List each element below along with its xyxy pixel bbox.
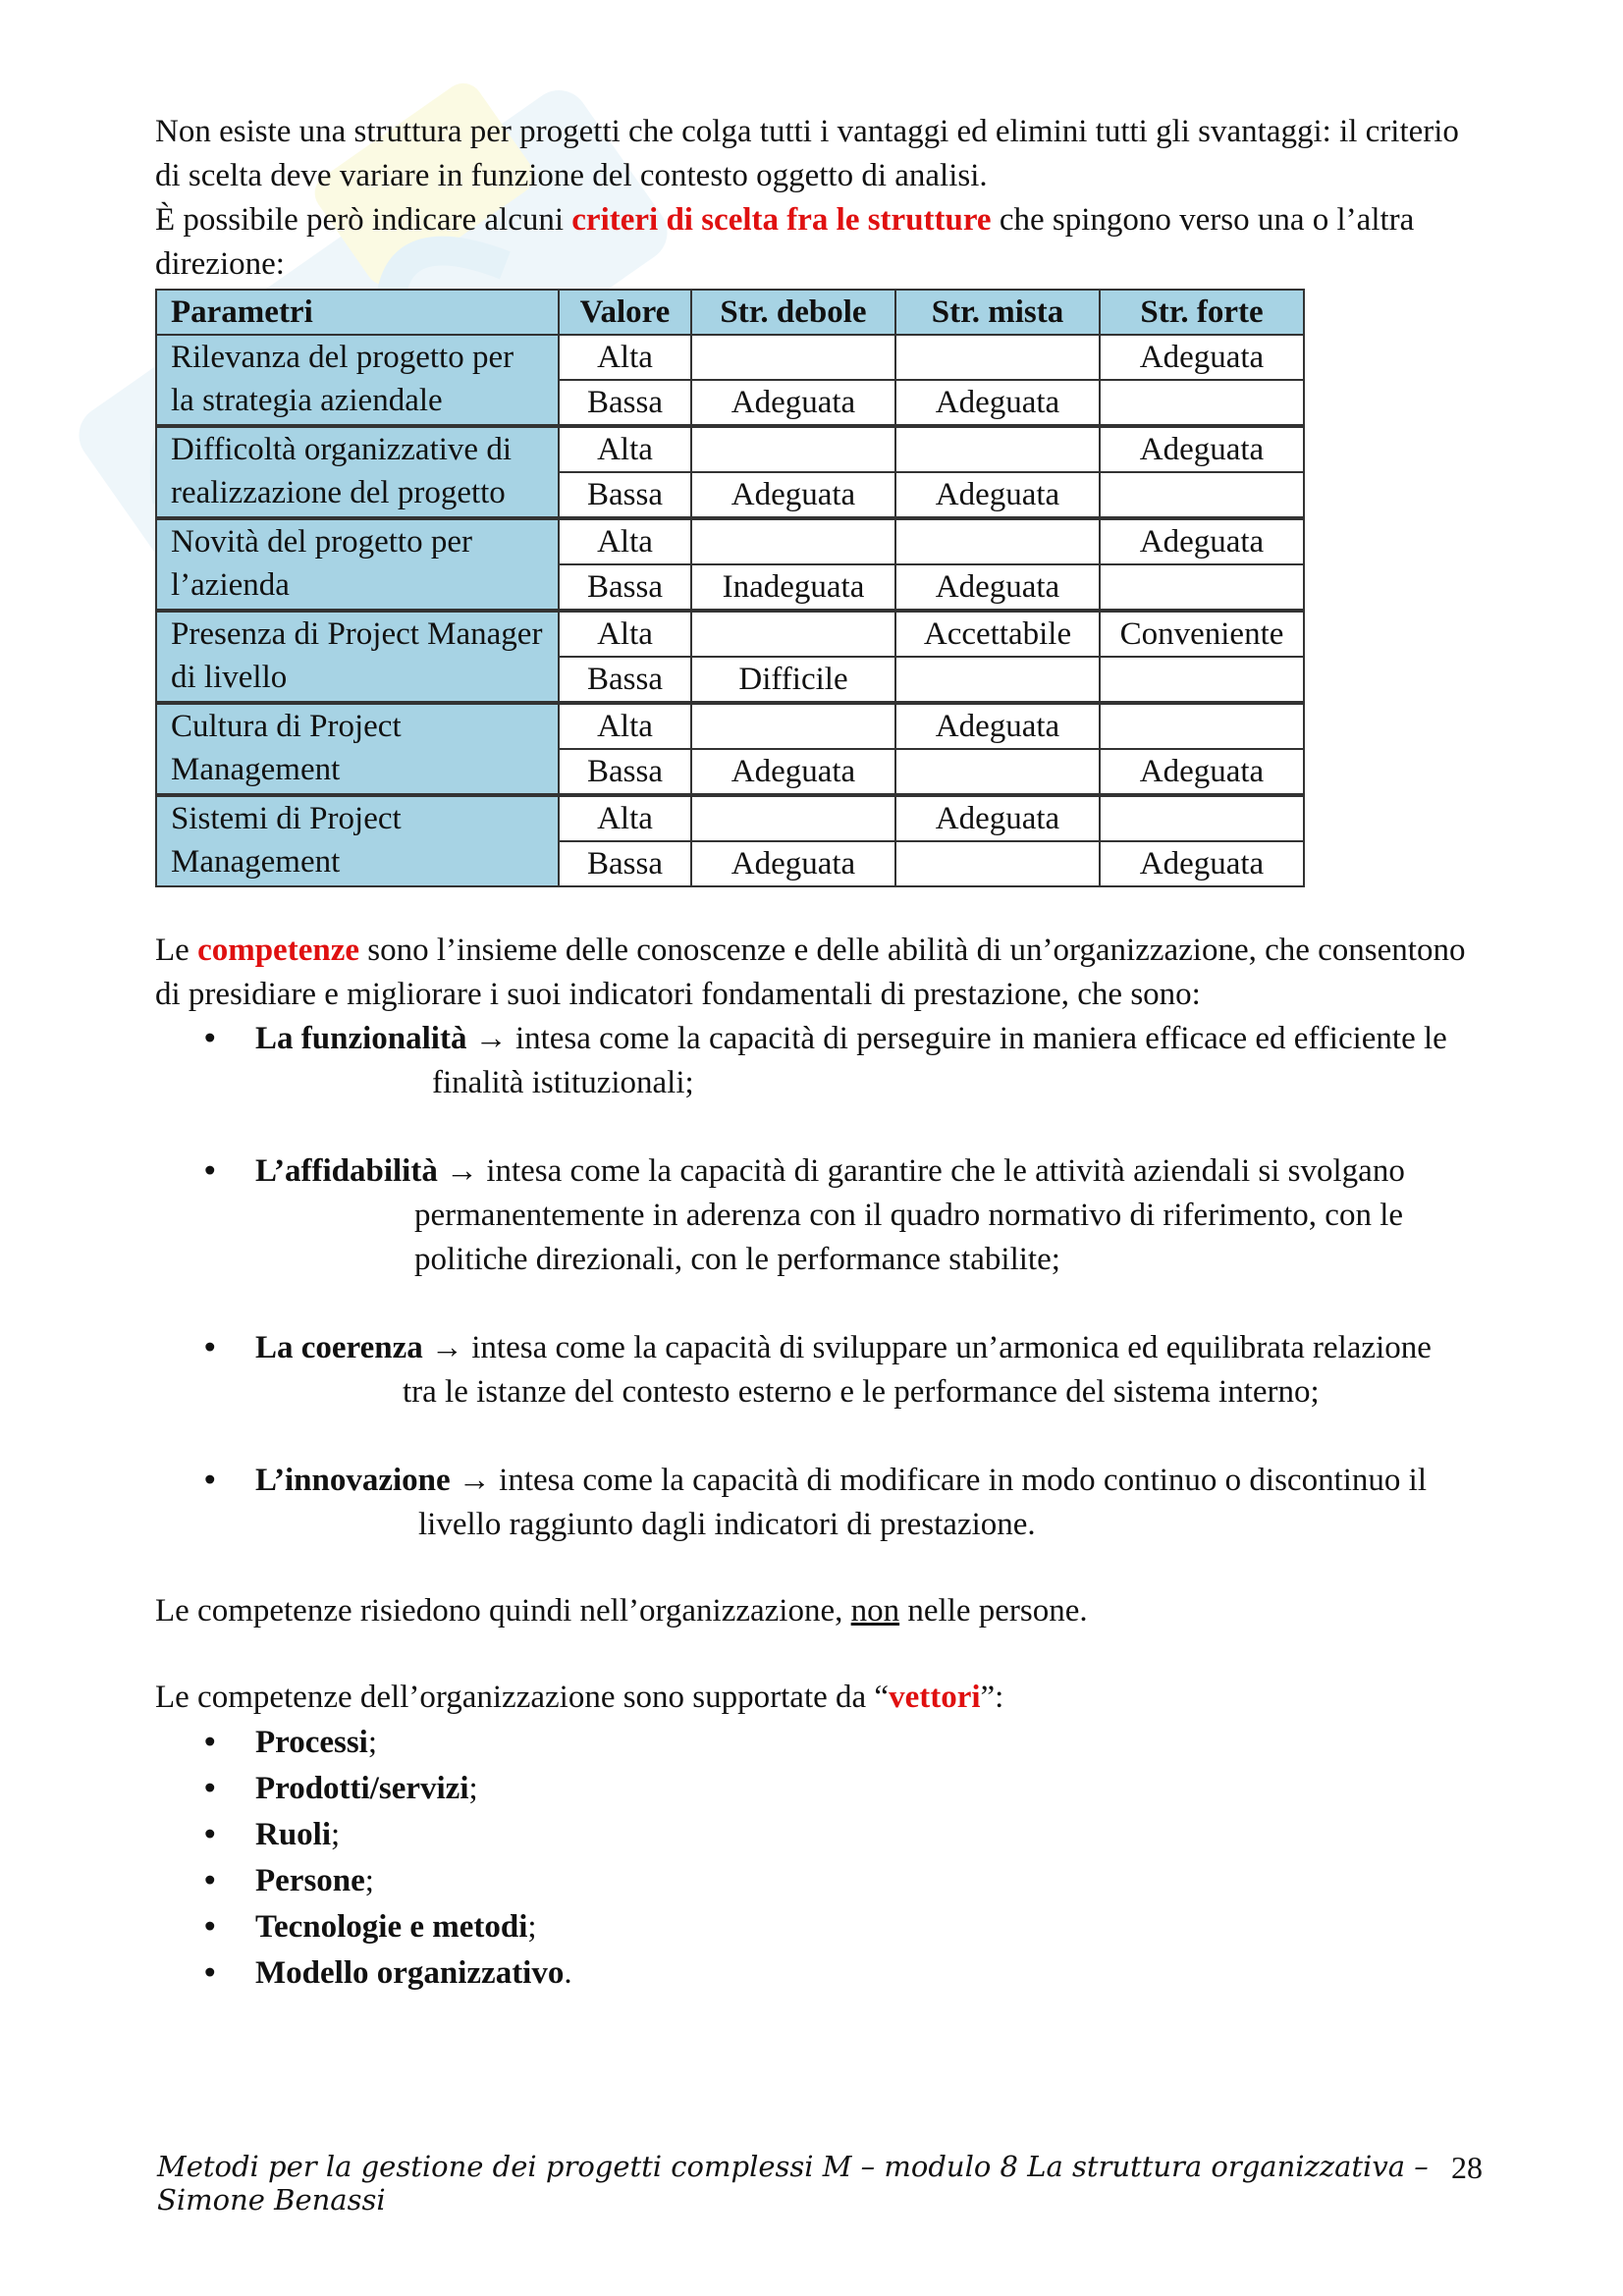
struttura-cell: Accettabile xyxy=(895,611,1100,657)
parametro-cell: Sistemi di Project Management xyxy=(156,795,559,886)
parametro-cell: Novità del progetto per l’azienda xyxy=(156,518,559,611)
valore-cell: Alta xyxy=(559,335,691,380)
valore-cell: Alta xyxy=(559,703,691,749)
struttura-cell xyxy=(895,657,1100,703)
header-str-mista: Str. mista xyxy=(895,290,1100,335)
competenze-pre: Le xyxy=(155,933,198,968)
competenza-item xyxy=(155,1326,1481,1415)
table-row xyxy=(156,703,1304,749)
criteri-table xyxy=(155,289,1305,887)
header-parametri: Parametri xyxy=(156,290,559,335)
struttura-cell xyxy=(895,749,1100,795)
competenza-text-cont: tra le istanze del contesto esterno e le performance del sistema interno; xyxy=(403,1374,1320,1410)
struttura-cell xyxy=(1100,703,1304,749)
risiedono-post: nelle persone. xyxy=(899,1593,1088,1629)
valore-cell: Bassa xyxy=(559,380,691,426)
struttura-cell: Adeguata xyxy=(895,472,1100,518)
competenza-text-cont: permanentemente in aderenza con il quadro normativo di riferimento, con le politiche direzionali, con le performance stabilite; xyxy=(414,1198,1404,1277)
vettore-label: Processi xyxy=(255,1725,368,1760)
competenza-text: intesa come la capacità di sviluppare un’armonica ed equilibrata relazione xyxy=(463,1330,1432,1365)
competenza-item xyxy=(155,1149,1481,1282)
valore-cell: Bassa xyxy=(559,749,691,795)
valore-cell: Bassa xyxy=(559,472,691,518)
valore-cell: Alta xyxy=(559,795,691,841)
competenza-text: intesa come la capacità di garantire che le attività aziendali si svolgano xyxy=(478,1153,1405,1189)
arrow-icon: → xyxy=(446,1153,479,1189)
bullet-icon: • xyxy=(204,1725,216,1760)
struttura-cell: Adeguata xyxy=(895,795,1100,841)
competenza-text-cont: livello raggiunto dagli indicatori di prestazione. xyxy=(418,1507,1036,1542)
vettore-item xyxy=(155,1812,1481,1858)
vettore-end: ; xyxy=(364,1863,374,1898)
vettore-label: Modello organizzativo xyxy=(255,1955,565,1991)
header-str-debole: Str. debole xyxy=(691,290,895,335)
competenza-text-cont: finalità istituzionali; xyxy=(432,1065,694,1100)
main-content xyxy=(155,110,1481,1997)
header-str-forte: Str. forte xyxy=(1100,290,1304,335)
struttura-cell xyxy=(1100,380,1304,426)
struttura-cell xyxy=(895,518,1100,564)
bullet-icon: • xyxy=(204,1330,216,1365)
intro-text: È possibile però indicare alcuni xyxy=(155,202,572,238)
page-number: 28 xyxy=(1451,2150,1483,2185)
parametro-cell: Rilevanza del progetto per la strategia aziendale xyxy=(156,335,559,426)
struttura-cell xyxy=(691,703,895,749)
struttura-cell: Adeguata xyxy=(895,380,1100,426)
bullet-icon: • xyxy=(204,1817,216,1852)
bullet-icon: • xyxy=(204,1153,216,1189)
struttura-cell: Adeguata xyxy=(691,472,895,518)
table-row xyxy=(156,611,1304,657)
bullet-icon: • xyxy=(204,1463,216,1498)
valore-cell: Bassa xyxy=(559,841,691,886)
struttura-cell: Difficile xyxy=(691,657,895,703)
vettore-end: . xyxy=(564,1955,572,1991)
struttura-cell: Adeguata xyxy=(691,380,895,426)
vettori-highlight: vettori xyxy=(889,1680,981,1715)
valore-cell: Alta xyxy=(559,426,691,472)
table-header-row xyxy=(156,290,1304,335)
arrow-icon: → xyxy=(474,1021,508,1056)
struttura-cell: Adeguata xyxy=(1100,518,1304,564)
competenza-title: L’innovazione xyxy=(255,1463,451,1498)
bullet-icon: • xyxy=(204,1863,216,1898)
vettori-list xyxy=(155,1720,1481,1997)
bullet-icon: • xyxy=(204,1021,216,1056)
struttura-cell xyxy=(1100,472,1304,518)
competenza-text: intesa come la capacità di perseguire in maniera efficace ed efficiente le xyxy=(507,1021,1447,1056)
struttura-cell: Adeguata xyxy=(1100,749,1304,795)
vettore-item xyxy=(155,1766,1481,1812)
non-underlined: non xyxy=(850,1593,900,1629)
parametro-cell: Difficoltà organizzative di realizzazione del progetto xyxy=(156,426,559,518)
vettore-item xyxy=(155,1720,1481,1766)
table-row xyxy=(156,426,1304,472)
struttura-cell: Adeguata xyxy=(1100,841,1304,886)
struttura-cell xyxy=(895,841,1100,886)
struttura-cell xyxy=(691,518,895,564)
competenze-list xyxy=(155,1017,1481,1547)
vettore-end: ; xyxy=(527,1909,537,1945)
bullet-icon: • xyxy=(204,1771,216,1806)
page-footer xyxy=(157,2150,1483,2216)
vettori-post: ”: xyxy=(980,1680,1004,1715)
risiedono-pre: Le competenze risiedono quindi nell’organizzazione, xyxy=(155,1593,851,1629)
vettore-end: ; xyxy=(331,1817,341,1852)
risiedono-paragraph xyxy=(155,1589,1481,1633)
struttura-cell: Inadeguata xyxy=(691,564,895,611)
criteri-highlight: criteri di scelta fra le strutture xyxy=(571,202,992,238)
vettore-label: Persone xyxy=(255,1863,365,1898)
struttura-cell xyxy=(1100,795,1304,841)
competenza-title: La funzionalità xyxy=(255,1021,467,1056)
header-valore: Valore xyxy=(559,290,691,335)
struttura-cell xyxy=(691,611,895,657)
competenza-item xyxy=(155,1017,1481,1105)
bullet-icon: • xyxy=(204,1909,216,1945)
vettore-item xyxy=(155,1950,1481,1997)
struttura-cell xyxy=(1100,564,1304,611)
arrow-icon: → xyxy=(458,1463,491,1498)
competenza-title: L’affidabilità xyxy=(255,1153,438,1189)
competenza-title: La coerenza xyxy=(255,1330,423,1365)
valore-cell: Bassa xyxy=(559,564,691,611)
bullet-icon: • xyxy=(204,1955,216,1991)
competenze-highlight: competenze xyxy=(197,933,359,968)
struttura-cell xyxy=(895,335,1100,380)
arrow-icon: → xyxy=(431,1330,464,1365)
struttura-cell xyxy=(691,426,895,472)
table-row xyxy=(156,518,1304,564)
struttura-cell: Adeguata xyxy=(895,703,1100,749)
struttura-cell: Adeguata xyxy=(691,749,895,795)
vettore-item xyxy=(155,1858,1481,1904)
table-body xyxy=(156,335,1304,886)
struttura-cell: Adeguata xyxy=(1100,426,1304,472)
struttura-cell: Adeguata xyxy=(895,564,1100,611)
struttura-cell xyxy=(691,795,895,841)
struttura-cell: Conveniente xyxy=(1100,611,1304,657)
struttura-cell xyxy=(1100,657,1304,703)
valore-cell: Alta xyxy=(559,611,691,657)
intro-paragraph-2 xyxy=(155,198,1481,287)
vettore-end: ; xyxy=(367,1725,378,1760)
vettore-label: Prodotti/servizi xyxy=(255,1771,469,1806)
vettori-paragraph xyxy=(155,1676,1481,1720)
competenze-paragraph xyxy=(155,929,1481,1017)
intro-paragraph-1: Non esiste una struttura per progetti che colga tutti i vantaggi ed elimini tutti gli svantaggi: il criterio di scelta deve variare in funzione del contesto oggetto di analisi. xyxy=(155,114,1459,193)
parametro-cell: Presenza di Project Manager di livello xyxy=(156,611,559,703)
vettore-end: ; xyxy=(468,1771,478,1806)
table-row xyxy=(156,335,1304,380)
competenza-text: intesa come la capacità di modificare in modo continuo o discontinuo il xyxy=(490,1463,1427,1498)
vettore-label: Ruoli xyxy=(255,1817,332,1852)
vettori-pre: Le competenze dell’organizzazione sono supportate da “ xyxy=(155,1680,890,1715)
intro-text-end: che spingono verso una o l’altra direzione: xyxy=(155,202,1415,282)
vettore-item xyxy=(155,1904,1481,1950)
struttura-cell: Adeguata xyxy=(1100,335,1304,380)
valore-cell: Alta xyxy=(559,518,691,564)
competenza-item xyxy=(155,1459,1481,1547)
footer-text: Metodi per la gestione dei progetti complessi M – modulo 8 La struttura organizzativa – Simone Benassi xyxy=(157,2150,1429,2216)
vettore-label: Tecnologie e metodi xyxy=(255,1909,528,1945)
table-row xyxy=(156,795,1304,841)
competenze-text: sono l’insieme delle conoscenze e delle abilità di un’organizzazione, che consentono di presidiare e migliorare i suoi indicatori fondamentali di prestazione, che sono: xyxy=(155,933,1466,1012)
struttura-cell xyxy=(895,426,1100,472)
parametro-cell: Cultura di Project Management xyxy=(156,703,559,795)
struttura-cell: Adeguata xyxy=(691,841,895,886)
valore-cell: Bassa xyxy=(559,657,691,703)
struttura-cell xyxy=(691,335,895,380)
